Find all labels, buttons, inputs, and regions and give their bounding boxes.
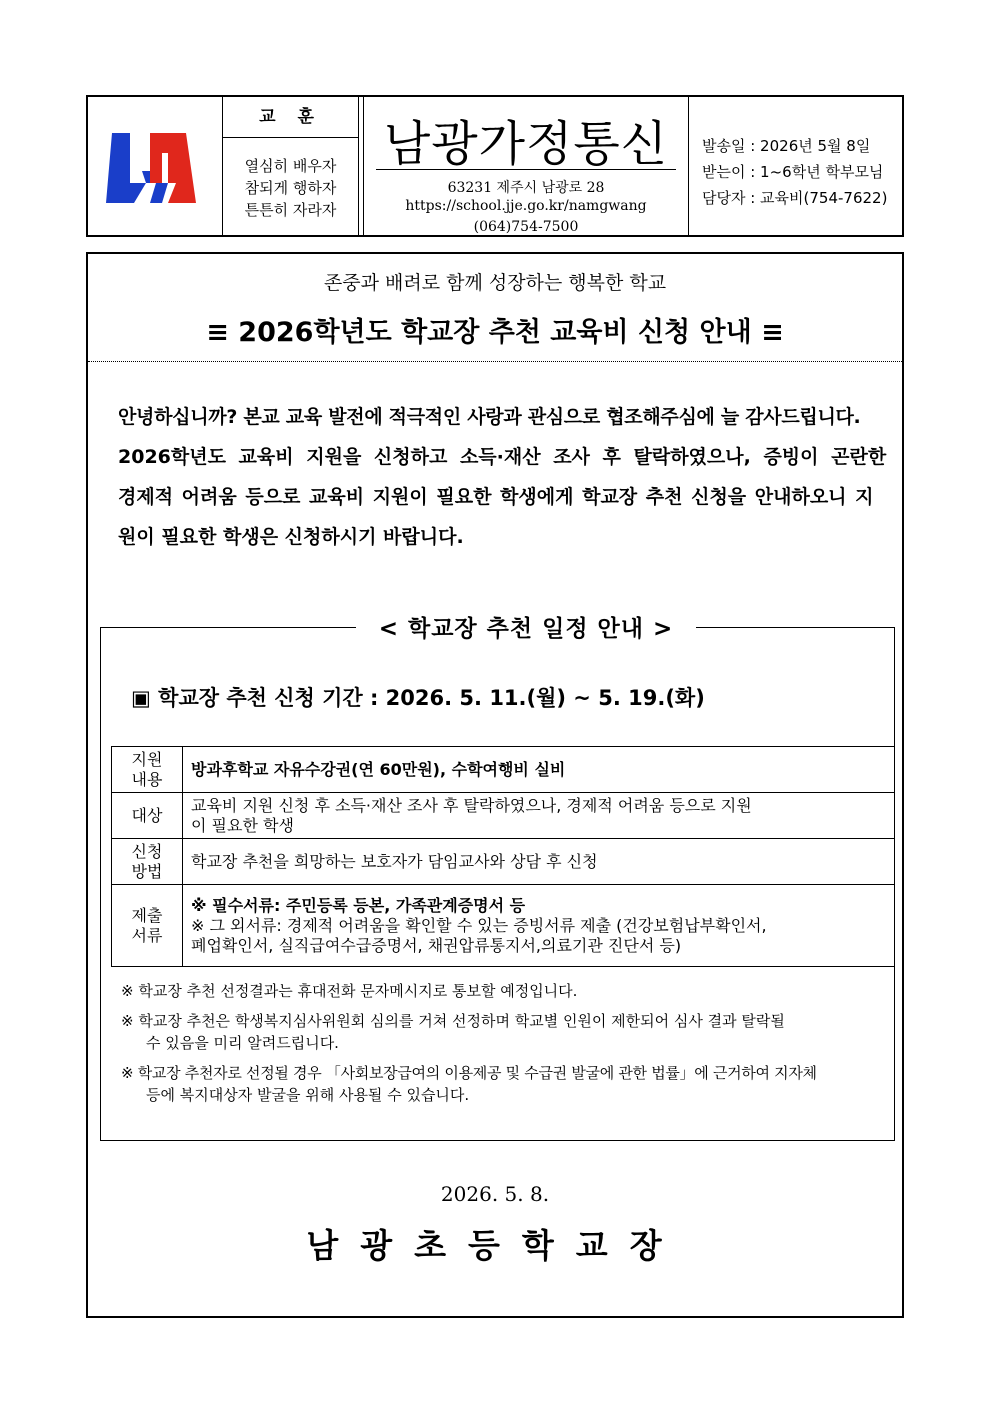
school-motto: [223, 97, 359, 235]
note-line: 등에 복지대상자 발굴을 위해 사용될 수 있습니다.: [146, 1086, 470, 1104]
other-documents: ※ 그 외서류: 경제적 어려움을 확인할 수 있는 증빙서류 제출 (건강보험납부확인서,: [191, 915, 767, 935]
motto-title: 교 훈: [223, 97, 358, 138]
row-value: [183, 885, 895, 967]
note-line: ※ 학교장 추천자로 선정될 경우 「사회보장급여의 이용제공 및 수급권 발굴에 관한 법률」에 근거하여 지자체: [121, 1064, 817, 1082]
dispatch-info: [692, 97, 904, 235]
row-label-line: 서류: [131, 925, 163, 945]
note-line: ※ 학교장 추천 선정결과는 휴대전화 문자메시지로 통보할 예정입니다.: [121, 982, 578, 1000]
schedule-box: [100, 616, 895, 1141]
row-value-line: 이 필요한 학생: [191, 815, 294, 835]
row-label-line: 지원: [131, 749, 163, 769]
row-value: [183, 793, 895, 839]
newsletter-header: [86, 95, 904, 237]
school-address: 63231 제주시 남광로 28: [447, 180, 605, 196]
newsletter-title: 남광가정통신: [383, 116, 669, 172]
send-date: 발송일 : 2026년 5월 8일: [702, 137, 871, 155]
row-label-line: 제출: [131, 905, 163, 925]
support-details-table: [111, 746, 895, 967]
school-slogan: 존중과 배려로 함께 성장하는 행복한 학교: [323, 272, 667, 294]
note-line: 수 있음을 미리 알려드립니다.: [146, 1034, 339, 1052]
row-value: 방과후학교 자유수강권(연 60만원), 수학여행비 실비: [183, 747, 895, 793]
table-row: [112, 747, 895, 793]
intro-line: 안녕하십니까? 본교 교육 발전에 적극적인 사랑과 관심으로 협조해주심에 늘 감사드립니다.: [118, 406, 861, 428]
notice-title: ≡ 2026학년도 학교장 추천 교육비 신청 안내 ≡: [206, 317, 784, 348]
motto-line: 튼튼히 자라자: [244, 201, 337, 219]
table-row: [112, 793, 895, 839]
row-value: 학교장 추천을 희망하는 보호자가 담임교사와 상담 후 신청: [183, 839, 895, 885]
recipient: 받는이 : 1~6학년 학부모님: [702, 163, 884, 181]
row-label: 대상: [112, 793, 183, 839]
note-line: ※ 학교장 추천은 학생복지심사위원회 심의를 거쳐 선정하며 학교별 인원이 제한되어 심사 결과 탈락될: [121, 1012, 785, 1030]
school-website: https://school.jje.go.kr/namgwang: [405, 198, 647, 214]
other-documents-cont: 폐업확인서, 실직급여수급증명서, 채권압류통지서,의료기관 진단서 등): [191, 935, 682, 955]
notice-body: [86, 252, 904, 1318]
issue-date: 2026. 5. 8.: [440, 1182, 550, 1206]
application-period: ▣ 학교장 추천 신청 기간 : 2026. 5. 11.(월) ~ 5. 19.(화): [131, 686, 705, 710]
intro-line: 경제적 어려움 등으로 교육비 지원이 필요한 학생에게 학교장 추천 신청을 안내하오니 지: [118, 486, 874, 508]
notes: [121, 980, 891, 1106]
principal-signature: 남광초등학교장: [306, 1226, 684, 1265]
school-logo-icon: [106, 127, 206, 205]
intro-line: 원이 필요한 학생은 신청하시기 바랍니다.: [118, 526, 464, 548]
table-row: [112, 839, 895, 885]
motto-line: 참되게 행하자: [244, 179, 337, 197]
row-label-line: 내용: [131, 769, 163, 789]
table-row: [112, 885, 895, 967]
row-label-line: 방법: [131, 861, 163, 881]
title-divider: [376, 169, 676, 170]
contact-person: 담당자 : 교육비(754-7622): [702, 189, 888, 207]
school-phone: (064)754-7500: [473, 219, 579, 235]
row-label: [112, 885, 183, 967]
required-documents: ※ 필수서류: 주민등록 등본, 가족관계증명서 등: [191, 895, 526, 915]
newsletter-title-block: [363, 97, 689, 235]
row-value-line: 교육비 지원 신청 후 소득·재산 조사 후 탈락하였으나, 경제적 어려움 등으로 지원: [191, 795, 752, 815]
title-separator: [88, 361, 902, 362]
schedule-title: < 학교장 추천 일정 안내 >: [356, 610, 696, 643]
row-label: [112, 839, 183, 885]
school-logo: [88, 97, 223, 235]
row-label-line: 신청: [131, 841, 163, 861]
intro-line: 2026학년도 교육비 지원을 신청하고 소득·재산 조사 후 탈락하였으나, 증빙이 곤란한: [118, 446, 887, 468]
motto-line: 열심히 배우자: [244, 157, 337, 175]
row-label: [112, 747, 183, 793]
